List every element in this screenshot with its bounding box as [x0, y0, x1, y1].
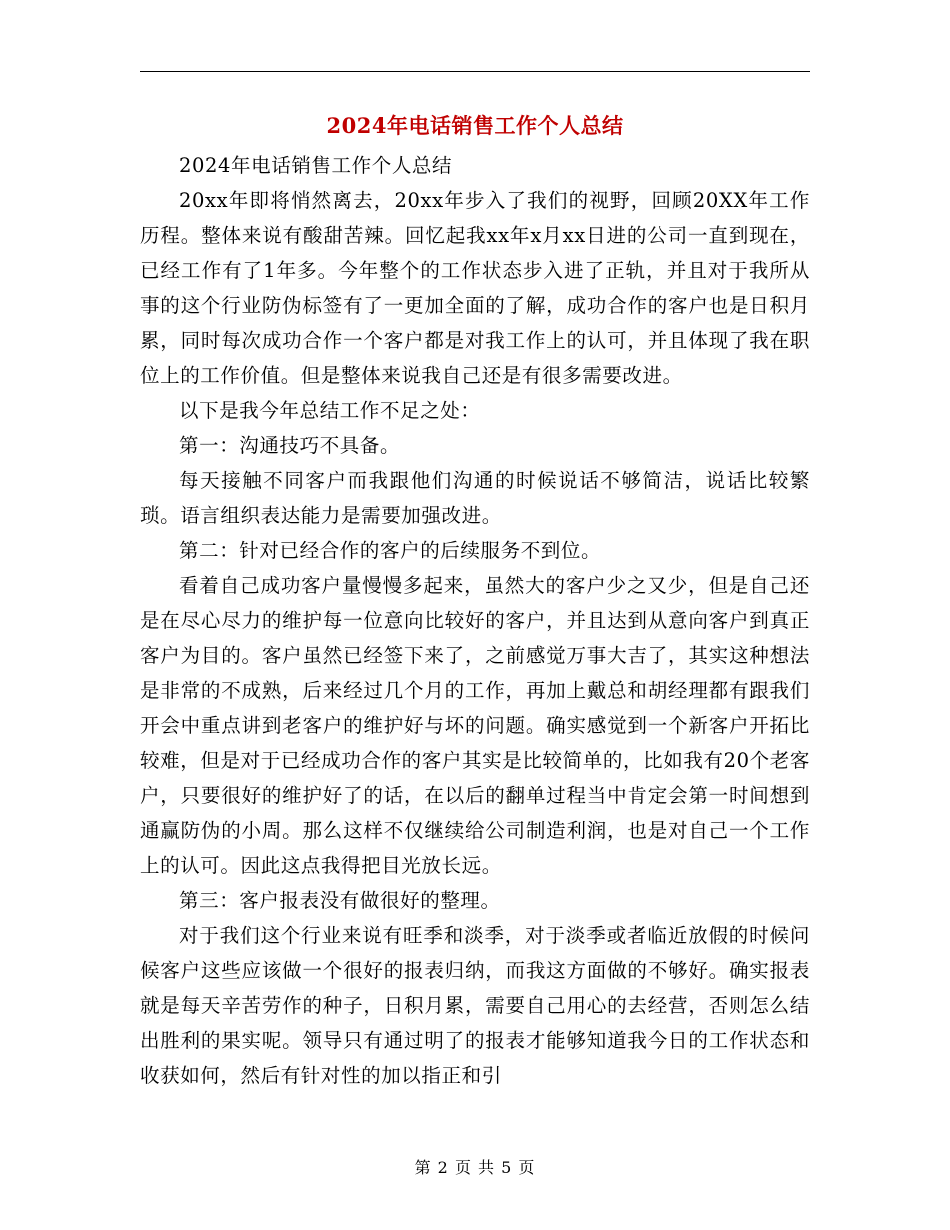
- paragraph-point-one: 每天接触不同客户而我跟他们沟通的时候说话不够简洁，说话比较繁琐。语言组织表达能力是需要加强改进。: [140, 469, 810, 527]
- page-footer: 第 2 页 共 5 页: [414, 1158, 536, 1177]
- heading-point-two: 第二：针对已经合作的客户的后续服务不到位。: [179, 539, 602, 562]
- header-rule: [140, 71, 810, 72]
- document-body: [140, 148, 810, 1093]
- paragraph-point-three: 对于我们这个行业来说有旺季和淡季，对于淡季或者临近放假的时候问候客户这些应该做一个很好的报表归纳，而我这方面做的不够好。确实报表就是每天辛苦劳作的种子，日积月累，需要自己用心的去经营，否则怎么结出胜利的果实呢。领导只有通过明了的报表才能够知道我今日的工作状态和收获如何，然后有针对性的加以指正和引: [140, 924, 810, 1087]
- paragraph-lead-in: 以下是我今年总结工作不足之处：: [179, 399, 481, 422]
- page-title: 2024年电话销售工作个人总结: [326, 113, 624, 138]
- heading-point-one: 第一：沟通技巧不具备。: [179, 434, 401, 457]
- heading-point-three: 第三：客户报表没有做很好的整理。: [179, 889, 501, 912]
- paragraph-subtitle: 2024年电话销售工作个人总结: [179, 154, 453, 177]
- paragraph-point-two: 看着自己成功客户量慢慢多起来，虽然大的客户少之又少，但是自己还是在尽心尽力的维护每一位意向比较好的客户，并且达到从意向客户到真正客户为目的。客户虽然已经签下来了，之前感觉万事大吉了，其实这种想法是非常的不成熟，后来经过几个月的工作，再加上戴总和胡经理都有跟我们开会中重点讲到老客户的维护好与坏的问题。确实感觉到一个新客户开拓比较难，但是对于已经成功合作的客户其实是比较简单的，比如我有20个老客户，只要很好的维护好了的话，在以后的翻单过程当中肯定会第一时间想到通赢防伪的小周。那么这样不仅继续给公司制造利润，也是对自己一个工作上的认可。因此这点我得把目光放长远。: [140, 574, 810, 877]
- paragraph-intro: 20xx年即将悄然离去，20xx年步入了我们的视野，回顾20XX年工作历程。整体来说有酸甜苦辣。回忆起我xx年x月xx日进的公司一直到现在，已经工作有了1年多。今年整个的工作状态步入进了正轨，并且对于我所从事的这个行业防伪标签有了一更加全面的了解，成功合作的客户也是日积月累，同时每次成功合作一个客户都是对我工作上的认可，并且体现了我在职位上的工作价值。但是整体来说我自己还是有很多需要改进。: [140, 189, 810, 387]
